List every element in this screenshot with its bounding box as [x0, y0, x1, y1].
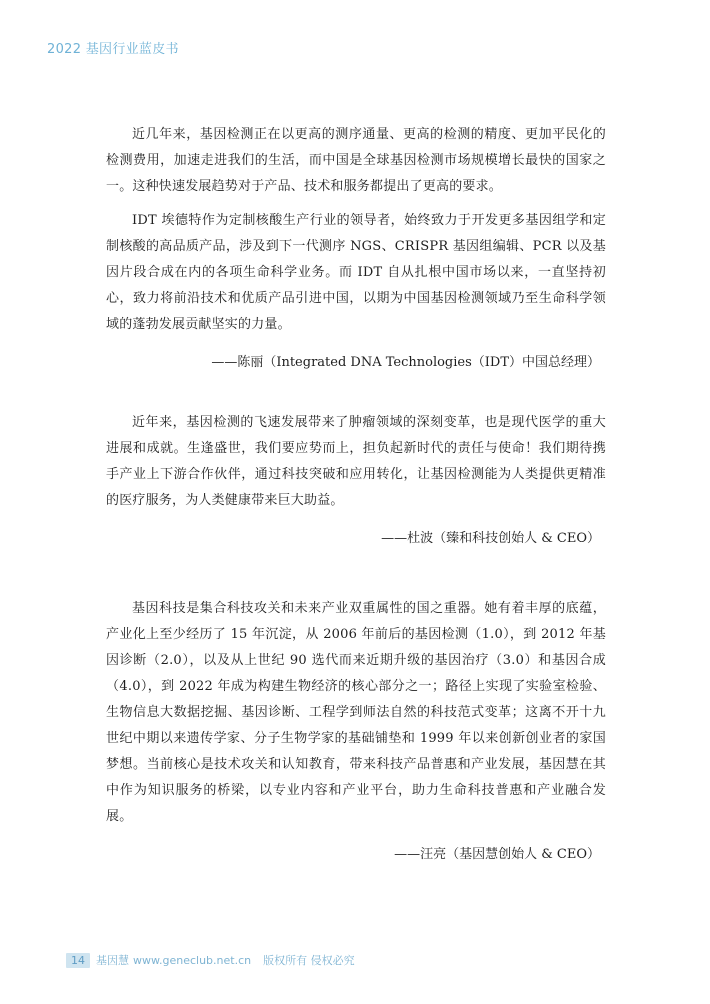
quote-signature: ——陈丽（Integrated DNA Technologies（IDT）中国总经理）: [211, 355, 600, 370]
page-footer: [66, 952, 355, 968]
footer-brand: 基因慧: [96, 954, 129, 967]
quote-block-chen-li: [106, 122, 606, 376]
page-number: 14: [66, 953, 90, 968]
quote-paragraph: 近几年来，基因检测正在以更高的测序通量、更高的检测的精度、更加平民化的检测费用，加速走进我们的生活，而中国是全球基因检测市场规模增长最快的国家之一。这种快速发展趋势对于产品、技术和服务都提出了更高的要求。: [106, 127, 606, 194]
quote-signature: ——汪亮（基因慧创始人 & CEO）: [394, 847, 600, 862]
quote-paragraph: 基因科技是集合科技攻关和未来产业双重属性的国之重器。她有着丰厚的底蕴，产业化上至少经历了 15 年沉淀，从 2006 年前后的基因检测（1.0），到 2012 年基因诊断（2.0），以及从上世纪 90 选代而来近期升级的基因治疗（3.0）和基因合成（4.0），到 2022 年成为构建生物经济的核心部分之一；路径上实现了实验室检验、生物信息大数据挖掘、基因诊断、工程学到师法自然的科技范式变革；这离不开十九世纪中期以来遗传学家、分子生物学家的基础铺垫和 1999 年以来创新创业者的家国梦想。当前核心是技术攻关和认知教育，带来科技产品普惠和产业发展，基因慧在其中作为知识服务的桥梁，以专业内容和产业平台，助力生命科技普惠和产业融合发展。: [106, 601, 606, 824]
quote-paragraph: 近年来，基因检测的飞速发展带来了肿瘤领域的深刻变革，也是现代医学的重大进展和成就。生逢盛世，我们要应势而上，担负起新时代的责任与使命！我们期待携手产业上下游合作伙伴，通过科技突破和应用转化，让基因检测能为人类提供更精准的医疗服务，为人类健康带来巨大助益。: [106, 415, 606, 508]
quote-paragraph: IDT 埃德特作为定制核酸生产行业的领导者，始终致力于开发更多基因组学和定制核酸的高品质产品，涉及到下一代测序 NGS、CRISPR 基因组编辑、PCR 以及基因片段合成在内的各项生命科学业务。而 IDT 自从扎根中国市场以来，一直坚持初心，致力将前沿技术和优质产品引进中国，以期为中国基因检测领域乃至生命科学领域的蓬勃发展贡献坚实的力量。: [106, 213, 606, 332]
quote-block-du-bo: [106, 410, 606, 552]
quote-signature: ——杜波（臻和科技创始人 & CEO）: [381, 531, 600, 546]
quote-block-wang-liang: [106, 596, 606, 868]
footer-copyright: 版权所有 侵权必究: [263, 954, 355, 967]
page-header-title: 2022 基因行业蓝皮书: [47, 42, 179, 57]
footer-url: www.geneclub.net.cn: [133, 953, 252, 967]
